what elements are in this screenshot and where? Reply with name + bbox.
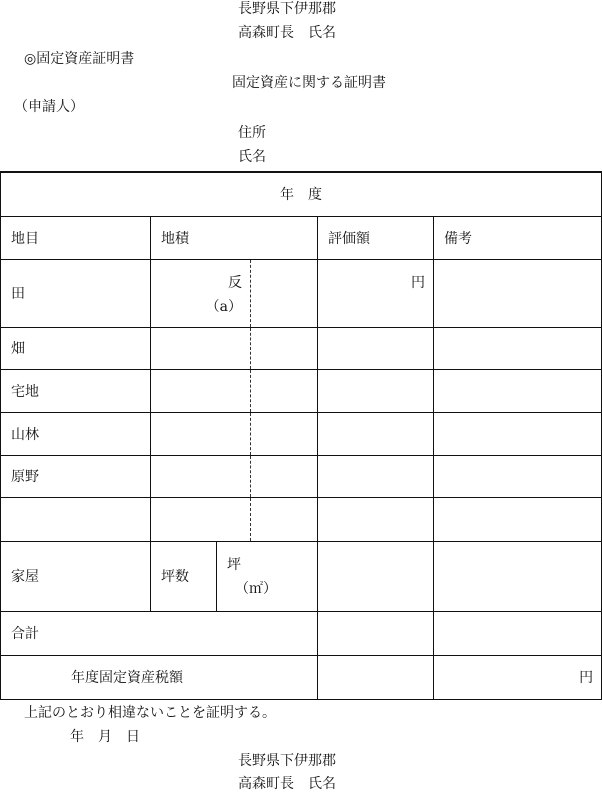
header-remarks: 備考 — [434, 216, 602, 259]
remarks-cell — [434, 611, 602, 655]
unit-are: （a） — [205, 298, 242, 315]
issuer-mayor-top: 高森町長 氏名 — [238, 25, 336, 41]
land-row-rice-field — [1, 259, 602, 327]
land-row-wasteland — [1, 455, 602, 497]
name-label: 氏名 — [238, 149, 266, 165]
area-cell — [151, 455, 251, 497]
house-tsubo-label-cell: 坪数 — [151, 541, 217, 611]
land-category-cell: 畑 — [1, 327, 151, 369]
header-row — [1, 216, 602, 259]
header-land-category: 地目 — [1, 216, 151, 259]
unit-tsubo: 坪 — [227, 556, 241, 573]
area-sub-cell — [251, 497, 318, 541]
area-cell — [151, 327, 251, 369]
area-sub-cell — [251, 412, 318, 455]
unit-square-meter: （㎡） — [235, 580, 277, 597]
certification-statement: 上記のとおり相違ないことを証明する。 — [24, 705, 276, 721]
remarks-cell — [434, 455, 602, 497]
year-row — [1, 172, 602, 216]
area-cell — [151, 369, 251, 412]
year-label: 年 度 — [280, 187, 323, 204]
issue-date: 年 月 日 — [70, 729, 140, 745]
tax-row — [1, 655, 602, 699]
area-sub-cell — [251, 327, 318, 369]
header-area: 地積 — [151, 216, 318, 259]
document-title: 固定資産に関する証明書 — [232, 75, 386, 91]
applicant-label: （申請人） — [14, 99, 84, 115]
house-row — [1, 541, 602, 611]
tax-unit-yen: 円 — [579, 670, 594, 686]
unit-yen: 円 — [411, 274, 425, 291]
valuation-cell — [318, 412, 434, 455]
area-cell — [151, 412, 251, 455]
land-category-cell — [1, 497, 151, 541]
remarks-cell — [434, 412, 602, 455]
land-row-residential — [1, 369, 602, 412]
area-cell — [151, 497, 251, 541]
unit-tan: 反 — [228, 274, 242, 291]
certificate-table — [0, 171, 602, 700]
valuation-cell — [318, 655, 434, 699]
valuation-cell — [318, 327, 434, 369]
remarks-cell — [434, 259, 602, 327]
land-row-blank — [1, 497, 602, 541]
valuation-cell — [318, 369, 434, 412]
land-category-cell: 山林 — [1, 412, 151, 455]
area-sub-cell — [251, 369, 318, 412]
land-row-field — [1, 327, 602, 369]
header-valuation: 評価額 — [318, 216, 434, 259]
land-row-forest — [1, 412, 602, 455]
remarks-cell — [434, 369, 602, 412]
remarks-cell — [434, 541, 602, 611]
tax-amount-cell — [434, 655, 602, 699]
tax-label-cell: 年度固定資産税額 — [1, 655, 318, 699]
address-label: 住所 — [238, 125, 266, 141]
area-cell — [151, 259, 251, 327]
house-tsubo-value-cell — [217, 541, 318, 611]
land-category-cell: 原野 — [1, 455, 151, 497]
area-sub-cell — [251, 455, 318, 497]
land-category-cell: 宅地 — [1, 369, 151, 412]
area-sub-cell — [251, 259, 318, 327]
remarks-cell — [434, 497, 602, 541]
valuation-cell — [318, 455, 434, 497]
total-label-cell: 合計 — [1, 611, 318, 655]
year-cell — [1, 172, 602, 216]
house-label-cell: 家屋 — [1, 541, 151, 611]
valuation-cell — [318, 541, 434, 611]
valuation-cell — [318, 259, 434, 327]
valuation-cell — [318, 497, 434, 541]
total-row — [1, 611, 602, 655]
issuer-mayor-bottom: 高森町長 氏名 — [238, 776, 336, 792]
issuer-prefecture-bottom: 長野県下伊那郡 — [238, 753, 336, 769]
issuer-prefecture-top: 長野県下伊那郡 — [238, 1, 336, 17]
valuation-cell — [318, 611, 434, 655]
land-category-cell: 田 — [1, 259, 151, 327]
document-label: ◎固定資産証明書 — [24, 51, 135, 67]
remarks-cell — [434, 327, 602, 369]
